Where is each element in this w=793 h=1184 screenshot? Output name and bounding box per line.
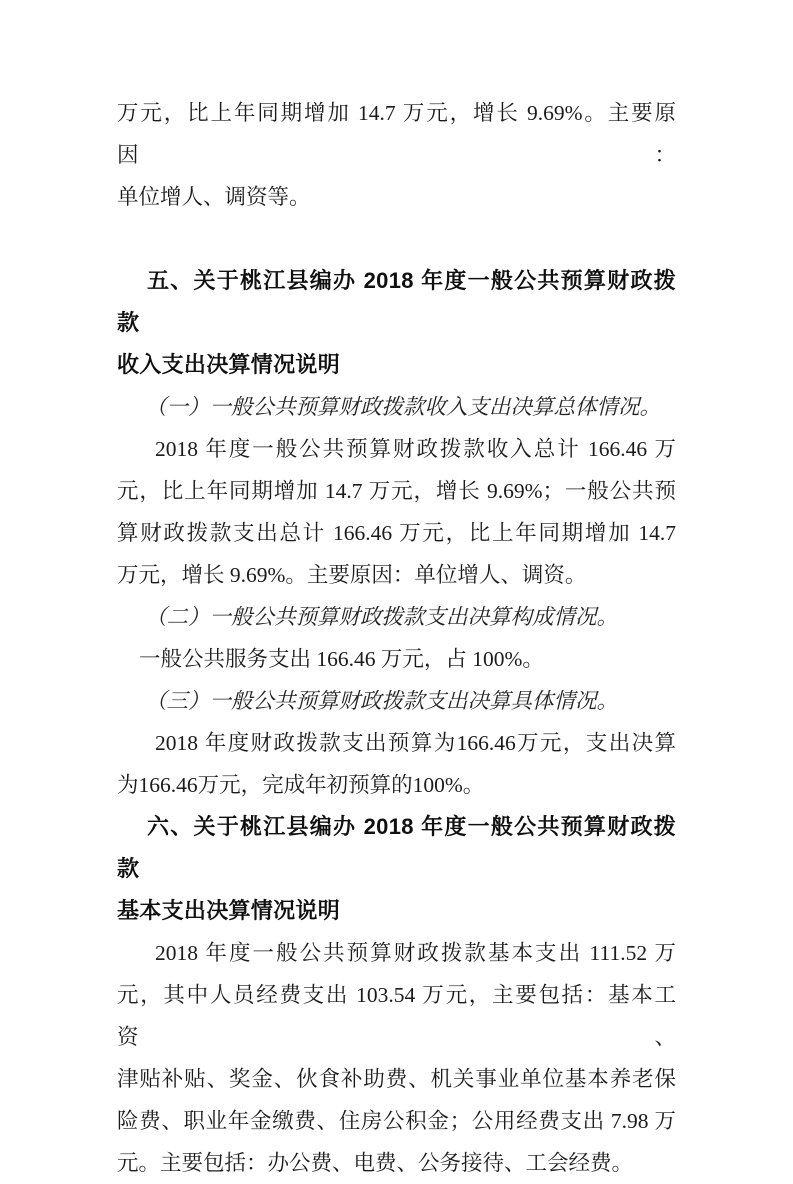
section-six-paragraph-line-1: 2018 年度一般公共预算财政拨款基本支出 111.52 万 [155,941,676,965]
section-five-heading-line-1: 五、关于桃江县编办 2018 年度一般公共预算财政拨款 [117,268,676,335]
section-six-paragraph-line-2: 元，其中人员经费支出 103.54 万元，主要包括：基本工资、 [117,983,676,1049]
section-six-heading-line-2: 基本支出决算情况说明 [117,898,341,923]
document-body [117,92,676,1184]
carryover-paragraph-line-2: 单位增人、调资等。 [117,185,311,209]
sub-three-paragraph-line-2: 为166.46万元，完成年初预算的100%。 [117,773,485,797]
section-five-sub-one-title: （一）一般公共预算财政拨款收入支出决算总体情况。 [145,395,662,419]
sub-one-paragraph-line-1: 2018 年度一般公共预算财政拨款收入总计 166.46 万 [155,437,676,461]
carryover-paragraph-line-1: 万元，比上年同期增加 14.7 万元，增长 9.69%。主要原因： [117,101,676,167]
sub-three-paragraph-line-1: 2018 年度财政拨款支出预算为166.46万元，支出决算 [155,731,676,755]
sub-one-paragraph-line-2: 元，比上年同期增加 14.7 万元，增长 9.69%；一般公共预 [117,479,676,503]
section-six-paragraph-line-5: 元。主要包括：办公费、电费、公务接待、工会经费。 [117,1151,634,1175]
sub-one-paragraph-line-4: 万元，增长 9.69%。主要原因：单位增人、调资。 [117,563,587,587]
sub-two-paragraph-line-1: 一般公共服务支出 166.46 万元，占 100%。 [139,647,544,671]
section-five-sub-two-title: （二）一般公共预算财政拨款支出决算构成情况。 [145,605,619,629]
section-five-sub-three-title: （三）一般公共预算财政拨款支出决算具体情况。 [145,689,619,713]
section-five-heading-line-2: 收入支出决算情况说明 [117,352,341,377]
section-six-paragraph-line-3: 津贴补贴、奖金、伙食补助费、机关事业单位基本养老保 [117,1067,676,1091]
sub-one-paragraph-line-3: 算财政拨款支出总计 166.46 万元，比上年同期增加 14.7 [117,521,676,545]
section-six-heading-line-1: 六、关于桃江县编办 2018 年度一般公共预算财政拨款 [117,814,676,881]
section-six-paragraph-line-4: 险费、职业年金缴费、住房公积金；公用经费支出 7.98 万 [117,1109,676,1133]
